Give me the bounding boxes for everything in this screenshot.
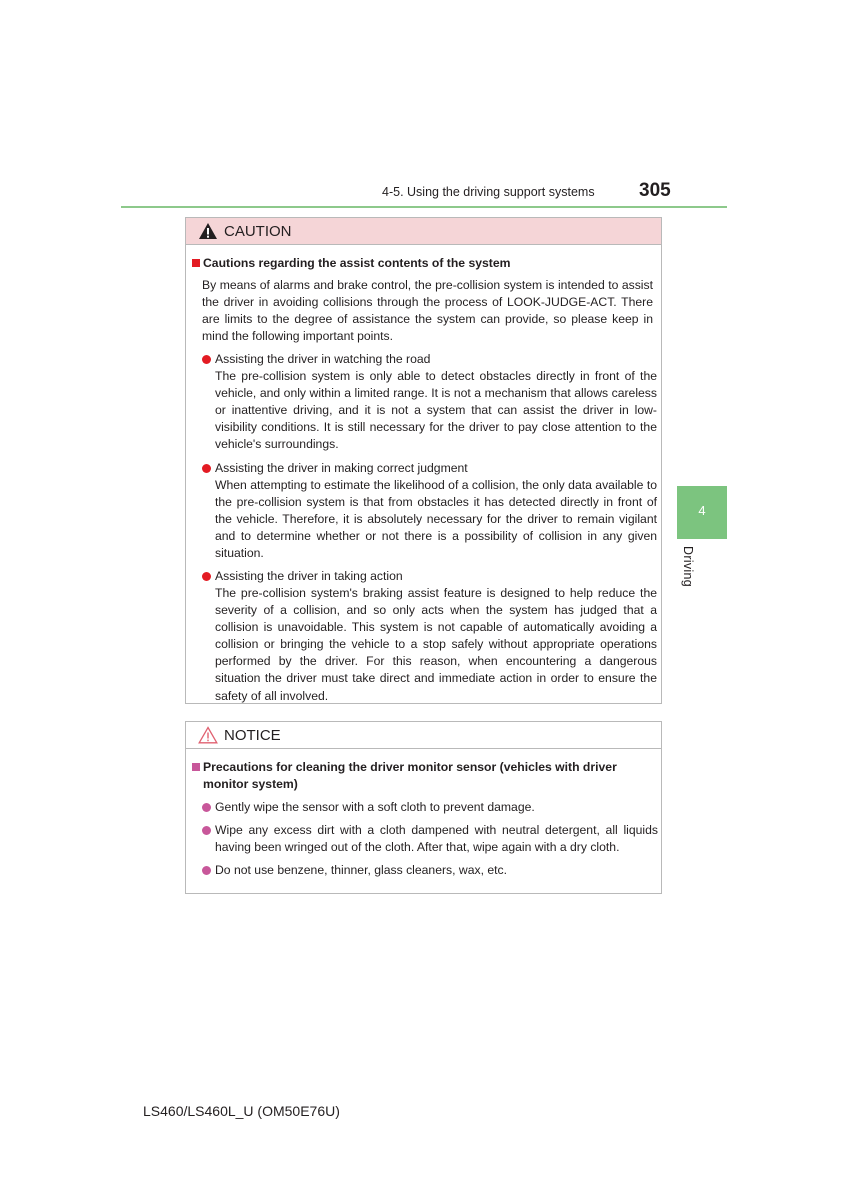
chapter-tab[interactable] <box>677 486 727 539</box>
list-item <box>202 862 658 879</box>
square-bullet-icon <box>192 259 200 267</box>
list-item <box>202 568 653 585</box>
warning-icon <box>198 222 218 240</box>
caution-title: CAUTION <box>224 222 292 240</box>
section-title: 4-5. Using the driving support systems <box>382 185 595 199</box>
bullet-dot-icon <box>202 464 211 473</box>
notice-bullet-text: Wipe any excess dirt with a cloth dampened with neutral detergent, all liquids having been wringed out of the cloth. After that, wipe again with a dry cloth. <box>215 823 658 855</box>
list-item <box>202 460 653 477</box>
bullet-body: The pre-collision system's braking assist feature is designed to help reduce the severity of a collision, and so only acts when the system has judged that a collision is unavoidable. This system is not capable of automatically avoiding a collision or bringing the vehicle to a stop safely without appropriate operations performed by the driver. For this reason, when encountering a dangerous situation the driver must take direct and immediate action in order to ensure the safety of all involved. <box>215 586 657 703</box>
notice-section-heading <box>190 759 661 793</box>
list-item <box>202 351 653 368</box>
footer-model: LS460/LS460L_U (OM50E76U) <box>143 1103 340 1119</box>
bullet-dot-icon <box>202 866 211 875</box>
caution-section-heading-text: Cautions regarding the assist contents of the system <box>203 256 511 270</box>
bullet-body: When attempting to estimate the likelihood of a collision, the only data available to the pre-collision system is that from obstacles it has detected directly in front of the vehicle. Therefore, it is absolutely necessary for the driver to remain vigilant and to determine whether or not there is a possibility of collision in any given situation. <box>215 478 657 561</box>
list-item <box>202 799 658 816</box>
bullet-title: Assisting the driver in watching the road <box>215 352 431 366</box>
caution-box <box>185 217 662 704</box>
bullet-title: Assisting the driver in taking action <box>215 569 403 583</box>
page-number: 305 <box>639 180 671 201</box>
caution-header <box>186 218 661 245</box>
notice-box <box>185 721 662 894</box>
bullet-dot-icon <box>202 572 211 581</box>
chapter-label: Driving <box>681 546 695 587</box>
notice-bullet-text: Gently wipe the sensor with a soft cloth to prevent damage. <box>215 800 535 814</box>
chapter-number: 4 <box>698 503 706 518</box>
notice-title: NOTICE <box>224 726 281 744</box>
bullet-title: Assisting the driver in making correct judgment <box>215 461 468 475</box>
bullet-body: The pre-collision system is only able to detect obstacles directly in front of the vehicle, and only within a limited range. It is not a mechanism that allows careless or inattentive driving, and it is not a system that can assist the driver in low-visibility conditions. It is still necessary for the driver to pay close attention to the vehicle's surroundings. <box>215 369 657 452</box>
caution-section-heading <box>190 255 661 272</box>
header-divider <box>121 206 727 208</box>
notice-header <box>186 722 661 749</box>
bullet-dot-icon <box>202 803 211 812</box>
list-item <box>202 822 658 856</box>
caution-intro: By means of alarms and brake control, the pre-collision system is intended to assist the driver in avoiding collisions through the process of LOOK-JUDGE-ACT. There are limits to the degree of assistance the system can provide, so please keep in mind the following important points. <box>202 278 653 344</box>
bullet-dot-icon <box>202 355 211 364</box>
square-bullet-icon <box>192 763 200 771</box>
bullet-dot-icon <box>202 826 211 835</box>
notice-bullet-text: Do not use benzene, thinner, glass cleaners, wax, etc. <box>215 863 507 877</box>
caution-triangle-icon <box>198 726 218 744</box>
notice-section-heading-text: Precautions for cleaning the driver monitor sensor (vehicles with driver monitor system) <box>203 760 617 792</box>
